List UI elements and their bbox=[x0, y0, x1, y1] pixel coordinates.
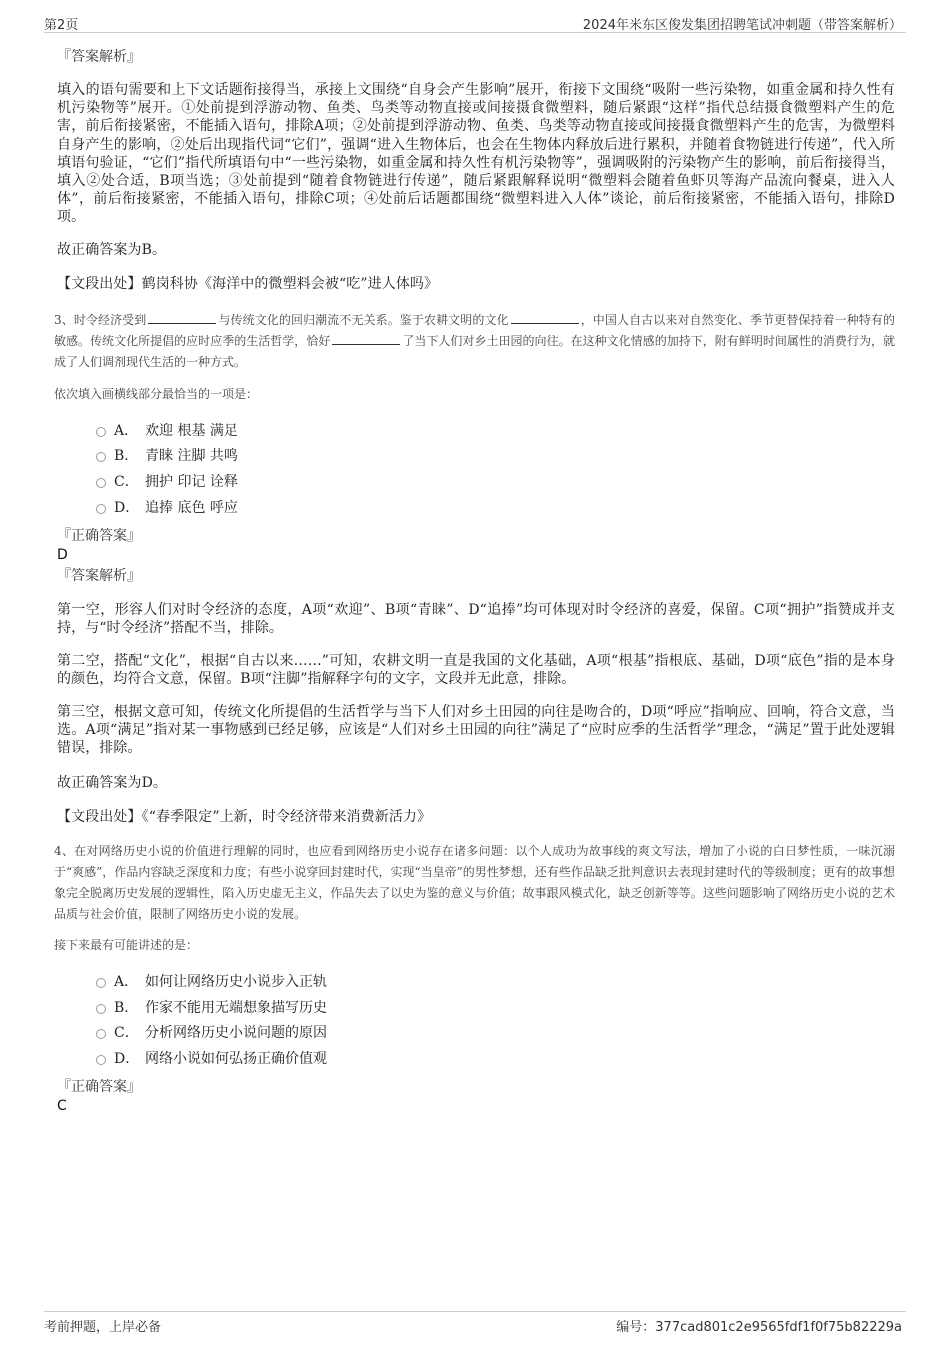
q3-answer: D bbox=[57, 547, 68, 563]
radio-button-icon[interactable] bbox=[96, 504, 106, 514]
q4-answer: C bbox=[57, 1098, 67, 1114]
q3-analysis-blank-1: 第一空，形容人们对时令经济的态度，A项“欢迎”、B项“青睐”、D“追捧”均可体现对时令经济的喜爱，保留。C项“拥护”指赞成并支持，与“时令经济”搭配不当，排除。 bbox=[57, 602, 895, 637]
radio-button-icon[interactable] bbox=[96, 978, 106, 988]
q3-source: 【文段出处】《“春季限定”上新，时令经济带来消费新活力》 bbox=[57, 809, 432, 825]
radio-button-icon[interactable] bbox=[96, 1055, 106, 1065]
q4-prompt: 接下来最有可能讲述的是： bbox=[54, 938, 199, 952]
document-id: 编号：377cad801c2e9565fdf1f0f75b82229a bbox=[616, 1320, 902, 1335]
q2-analysis-label: 『答案解析』 bbox=[57, 49, 141, 65]
page-number: 第2页 bbox=[44, 18, 79, 33]
radio-button-icon[interactable] bbox=[96, 1029, 106, 1039]
q3-conclusion: 故正确答案为D。 bbox=[57, 775, 168, 791]
footer-slogan: 考前押题，上岸必备 bbox=[44, 1320, 162, 1335]
radio-button-icon[interactable] bbox=[96, 427, 106, 437]
q4-answer-label: 『正确答案』 bbox=[57, 1079, 141, 1095]
radio-button-icon[interactable] bbox=[96, 1004, 106, 1014]
q4-stem: 4、在对网络历史小说的价值进行理解的同时，也应看到网络历史小说存在诸多问题：以个人成功为故事线的爽文写法，增加了小说的白日梦性质，一味沉溺于“爽感”，作品内容缺乏深度和力度；有些小说穿回封建时代，实现“当皇帝”的男性梦想，还有些作品缺乏批判意识去表现封建时代的等级制度；更有的故事想象完全脱离历史发展的逻辑性，陷入历史虚无主义，作品失去了以史为鉴的意义与价值；故事跟风模式化，缺乏创新等等。这些问题影响了网络历史小说的艺术品质与社会价值，限制了网络历史小说的发展。 bbox=[54, 844, 895, 921]
q2-analysis-text: 填入的语句需要和上下文话题衔接得当，承接上文围绕“自身会产生影响”展开，衔接下文围绕“吸附一些污染物，如重金属和持久性有机污染物等”展开。①处前提到浮游动物、鱼类、鸟类等动物直接或间接摄食微塑料，随后紧跟“这样”指代总结摄食微塑料产生的危害，前后衔接紧密，不能插入语句，排除A项；②处前提到浮游动物、鱼类、鸟类等动物直接或间接摄食微塑料产生的危害，为微塑料自身产生的影响，②处后出现指代词“它们”，强调“进入生物体后，也会在生物体内释放后进行累积，并随着食物链进行传递”，代入所填语句验证，“它们”指代所填语句中“一些污染物，如重金属和持久性有机污染物等”，强调吸附的污染物产生的影响，前后衔接得当，填入②处合适，B项当选；③处前提到“随着食物链进行传递”，随后紧跟解释说明“微塑料会随着鱼虾贝等海产品流向餐桌，进入人体”，前后衔接紧密，不能插入语句，排除C项；④处前后话题都围绕“微塑料进入人体”谈论，前后衔接紧密，不能插入语句，排除D项。 bbox=[57, 82, 895, 226]
radio-button-icon[interactable] bbox=[96, 452, 106, 462]
page-header bbox=[44, 12, 906, 33]
q2-conclusion: 故正确答案为B。 bbox=[57, 242, 167, 258]
q3-prompt: 依次填入画横线部分最恰当的一项是： bbox=[54, 387, 259, 401]
q3-blank-3 bbox=[332, 332, 400, 345]
q3-stem: 3、时令经济受到 与传统文化的回归潮流不无关系。鉴于农耕文明的文化 ，中国人自古以来对自然变化、季节更替保持着一种特有的敏感。传统文化所提倡的应时应季的生活哲学，恰好 了当下人们对乡土田园的向往。在这种文化情感的加持下，附有鲜明时间属性的消费行为，就成了人们调剂现代生活的一种方式。 bbox=[54, 313, 895, 369]
q3-blank-1 bbox=[148, 311, 216, 324]
q3-answer-label: 『正确答案』 bbox=[57, 528, 141, 544]
document-title: 2024年米东区俊发集团招聘笔试冲刺题（带答案解析） bbox=[582, 18, 902, 33]
q3-blank-2 bbox=[511, 311, 579, 324]
q3-analysis-blank-3: 第三空，根据文意可知，传统文化所提倡的生活哲学与当下人们对乡土田园的向往是吻合的，D项“呼应”指响应、回响，符合文意，当选。A项“满足”指对某一事物感到已经足够，应该是“人们对乡土田园的向往”满足了“应时应季的生活哲学”理念，“满足”置于此处逻辑错误，排除。 bbox=[57, 704, 895, 757]
q3-analysis-label: 『答案解析』 bbox=[57, 568, 141, 584]
q3-analysis-blank-2: 第二空，搭配“文化”，根据“自古以来……”可知，农耕文明一直是我国的文化基础，A项“根基”指根底、基础，D项“底色”指的是本身的颜色，均符合文意，保留。B项“注脚”指解释字句的文字，文段并无此意，排除。 bbox=[57, 653, 895, 688]
q2-source: 【文段出处】鹤岗科协《海洋中的微塑料会被“吃”进人体吗》 bbox=[57, 276, 439, 292]
page-footer bbox=[44, 1311, 906, 1334]
radio-button-icon[interactable] bbox=[96, 478, 106, 488]
